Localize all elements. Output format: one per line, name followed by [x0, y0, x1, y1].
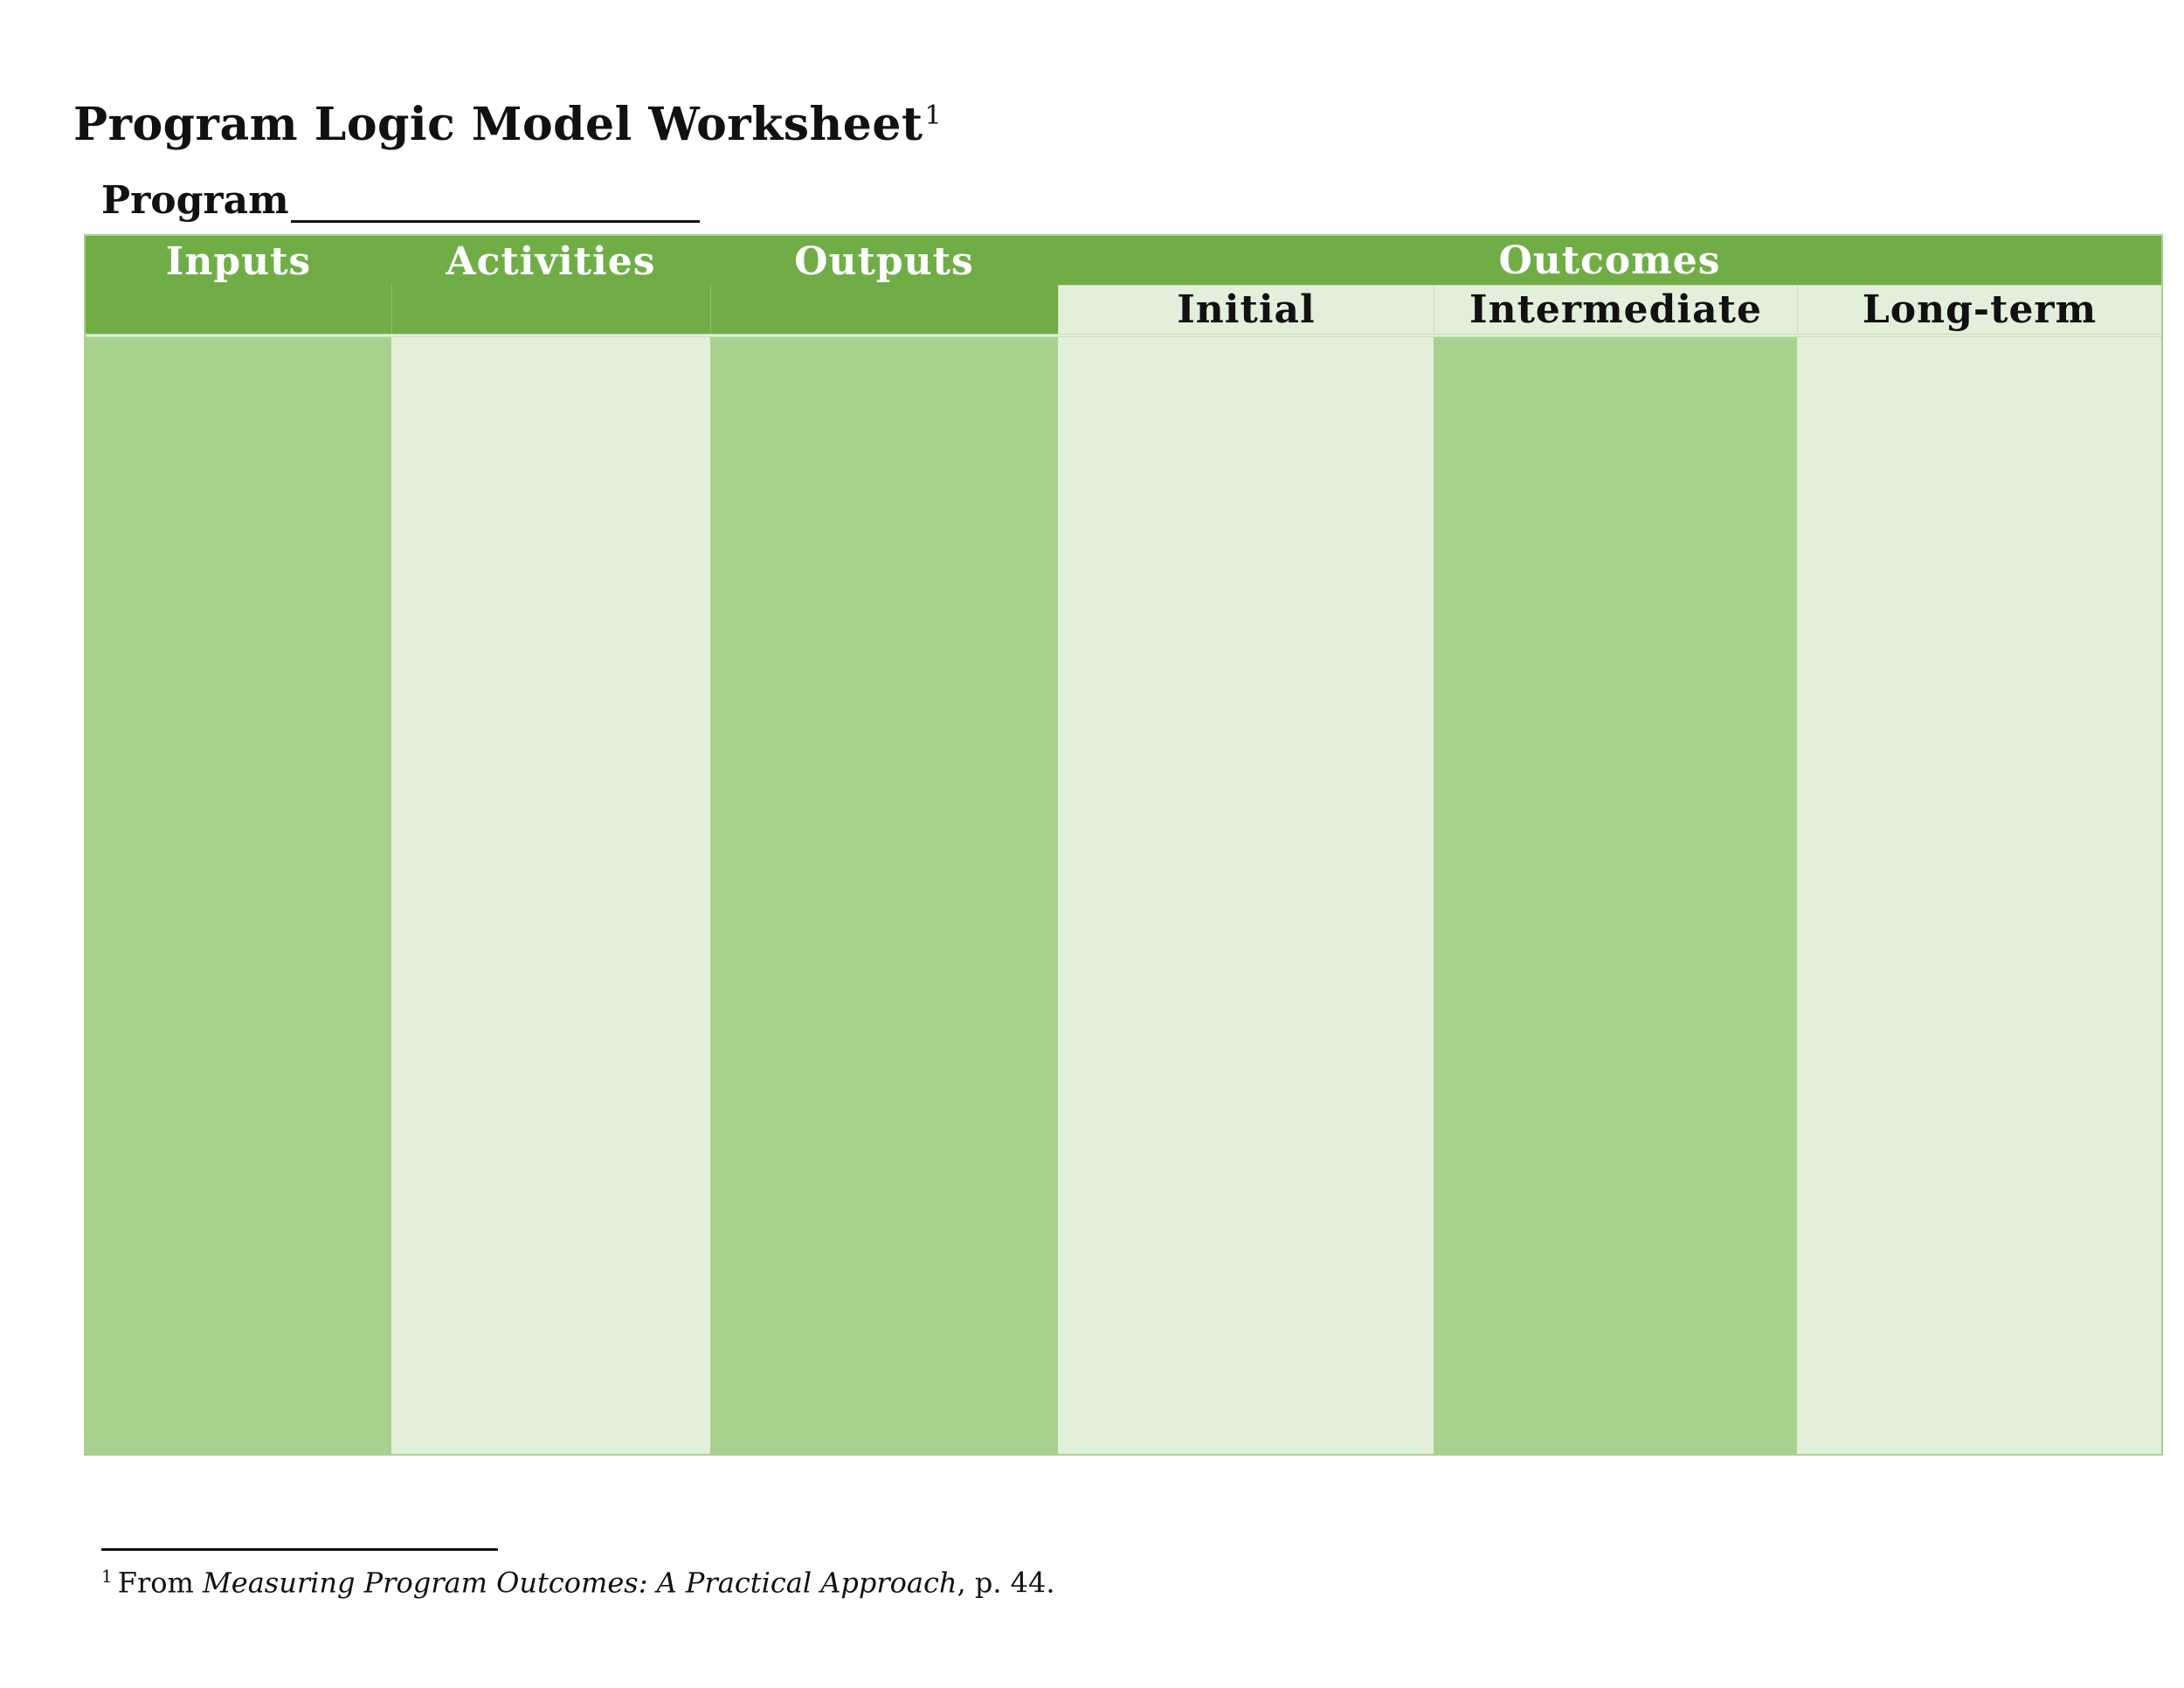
outputs-column[interactable]: [710, 337, 1058, 1454]
logic-model-table: [84, 234, 2163, 1456]
page-title-text: Program Logic Model Worksheet: [73, 98, 923, 151]
subheader-long-term-label: Long-term: [1862, 287, 2098, 332]
header-inputs-label: Inputs: [165, 239, 312, 284]
subheader-long-term: [1797, 285, 2161, 334]
inputs-column[interactable]: [86, 337, 391, 1454]
footnote-suffix: , p. 44.: [957, 1566, 1055, 1600]
header-activities: [391, 236, 710, 334]
header-divider: [391, 285, 392, 334]
header-activities-label: Activities: [446, 239, 656, 284]
header-inputs: [86, 236, 391, 334]
footnote-mark: 1: [101, 1566, 113, 1587]
header-outcomes: [1058, 236, 2161, 285]
activities-column[interactable]: [391, 337, 710, 1454]
header-outcomes-label: Outcomes: [1498, 238, 1721, 283]
subheader-initial-label: Initial: [1177, 287, 1316, 332]
page-title: [73, 98, 942, 151]
header-outputs: [710, 236, 1058, 334]
intermediate-outcomes-column[interactable]: [1434, 337, 1797, 1454]
title-footnote-mark: 1: [924, 100, 943, 131]
footnote: [101, 1566, 1055, 1600]
program-field: [101, 178, 700, 223]
header-body-divider: [86, 334, 2161, 337]
footnote-prefix: From: [117, 1566, 204, 1600]
header-outputs-label: Outputs: [794, 239, 974, 284]
program-name-blank[interactable]: [291, 182, 700, 223]
initial-outcomes-column[interactable]: [1058, 337, 1434, 1454]
subheader-intermediate: [1434, 285, 1797, 334]
subheader-intermediate-label: Intermediate: [1469, 287, 1762, 332]
subheader-initial: [1058, 285, 1434, 334]
footnote-source-title: Measuring Program Outcomes: A Practical Approach: [203, 1566, 957, 1600]
footnote-separator: [101, 1548, 498, 1551]
long-term-outcomes-column[interactable]: [1797, 337, 2161, 1454]
header-divider: [710, 285, 711, 334]
program-label: Program: [101, 178, 289, 223]
